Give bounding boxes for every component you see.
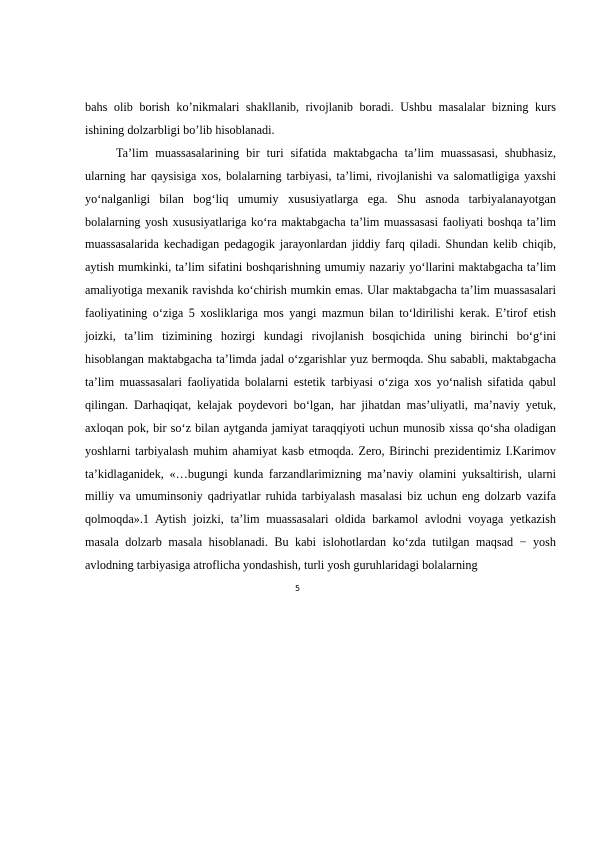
paragraph-continuation: bahs olib borish ko’nikmalari shakllanib, rivojlanib boradi. Ushbu masalalar bizning kurs ishining dolzarbligi bo’lib hisoblanadi. [85,100,556,137]
paragraph-main: Ta’lim muassasalarining bir turi sifatida maktabgacha ta’lim muassasasi, shubhasiz, ularning har qaysisiga xos, bolalarning tarbiyasi, ta’limi, rivojlanishi va salomatligiga yaxshi yo‘nalganligi bilan bog‘liq umumiy xususiyatlarga ega. Shu asnoda tarbiyalanayotgan bolalarning yosh xususiyatlariga ko‘ra maktabgacha ta’lim muassasasi faoliyati boshqa ta’lim muassasalarida kechadigan pedagogik jarayonlardan jiddiy farq qiladi. Shundan kelib chiqib, aytish mumkinki, ta’lim sifatini boshqarishning umumiy nazariy yo‘llarini maktabgacha ta’lim amaliyotiga mexanik ravishda ko‘chirish mumkin emas. Ular maktabgacha ta’lim muassasalari faoliyatining o‘ziga 5 xosliklariga mos yangi mazmun bilan to‘ldirilishi kerak. E’tirof etish joizki, ta’lim tizimining hozirgi kundagi rivojlanish bosqichida uning birinchi bo‘g‘ini hisoblangan maktabgacha ta’limda jadal o‘zgarishlar yuz bermoqda. Shu sababli, maktabgacha ta’lim muassasalari faoliyatida bolalarni estetik tarbiyasi o‘ziga xos yo‘nalish sifatida qabul qilingan. Darhaqiqat, kelajak poydevori bo‘lgan, har jihatdan mas’uliyatli, ma’naviy yetuk, axloqan pok, bir so‘z bilan aytganda jamiyat taraqqiyoti uchun munosib xissa qo‘sha oladigan yoshlarni tarbiyalash muhim ahamiyat kasb etmoqda. Zero, Birinchi prezidentimiz I.Karimov ta’kidlaganidek, «…bugungi kunda farzandlarimizning ma’naviy olamini yuksaltirish, ularni milliy va umuminsoniy qadriyatlar ruhida tarbiyalash masalasi biz uchun eng dolzarb vazifa qolmoqda».1 Aytish joizki, ta’lim muassasalari oldida barkamol avlodni voyaga yetkazish masala dolzarb masala hisoblanadi. Bu kabi islohotlardan ko‘zda tutilgan maqsad − yosh avlodning tarbiyasiga atroflicha yondashish, turli yosh guruhlaridagi bolalarning [85,145,556,573]
body-text [85,96,556,577]
page-number: 5 [294,584,301,593]
